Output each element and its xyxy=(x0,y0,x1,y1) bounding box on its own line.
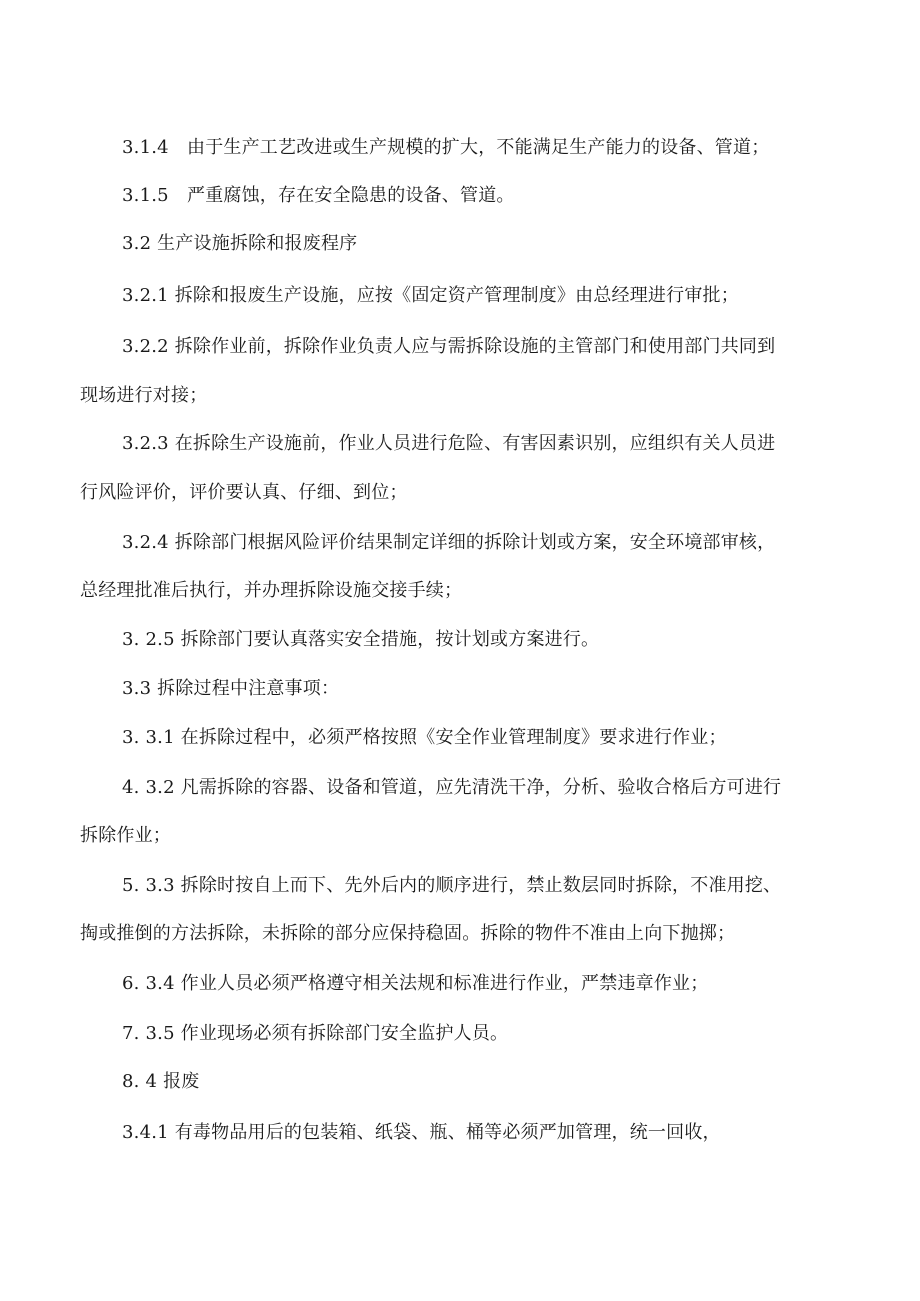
clause-3-1-4: 3.1.4 由于生产工艺改进或生产规模的扩大，不能满足生产能力的设备、管道； xyxy=(122,137,770,158)
clause-3-2-2-continuation: 现场进行对接； xyxy=(80,385,208,406)
section-heading-3-3: 3.3 拆除过程中注意事项： xyxy=(122,678,340,699)
clause-3-3-4: 6. 3.4 作业人员必须严格遵守相关法规和标准进行作业，严禁违章作业； xyxy=(122,973,709,994)
section-heading-3-2: 3.2 生产设施拆除和报废程序 xyxy=(122,233,358,254)
clause-3-2-4-continuation: 总经理批准后执行，并办理拆除设施交接手续； xyxy=(80,580,463,601)
clause-3-3-2-continuation: 拆除作业； xyxy=(80,825,171,846)
clause-3-1-5: 3.1.5 严重腐蚀，存在安全隐患的设备、管道。 xyxy=(122,185,515,206)
clause-3-2-1: 3.2.1 拆除和报废生产设施，应按《固定资产管理制度》由总经理进行审批； xyxy=(122,285,739,306)
clause-3-4-1: 3.4.1 有毒物品用后的包装箱、纸袋、瓶、桶等必须严加管理，统一回收， xyxy=(122,1122,721,1143)
clause-3-2-5: 3. 2.5 拆除部门要认真落实安全措施，按计划或方案进行。 xyxy=(122,629,600,650)
clause-3-2-4: 3.2.4 拆除部门根据风险评价结果制定详细的拆除计划或方案，安全环境部审核， xyxy=(122,532,776,553)
clause-3-3-5: 7. 3.5 作业现场必须有拆除部门安全监护人员。 xyxy=(122,1023,509,1044)
section-heading-3-4: 8. 4 报废 xyxy=(122,1071,200,1092)
clause-3-2-3-continuation: 行风险评价，评价要认真、仔细、到位； xyxy=(80,482,408,503)
clause-3-3-3: 5. 3.3 拆除时按自上而下、先外后内的顺序进行，禁止数层同时拆除，不准用挖、 xyxy=(122,875,782,896)
clause-3-2-2: 3.2.2 拆除作业前，拆除作业负责人应与需拆除设施的主管部门和使用部门共同到 xyxy=(122,336,776,357)
clause-3-2-3: 3.2.3 在拆除生产设施前，作业人员进行危险、有害因素识别，应组织有关人员进 xyxy=(122,433,776,454)
clause-3-3-3-continuation: 掏或推倒的方法拆除，未拆除的部分应保持稳固。拆除的物件不准由上向下抛掷； xyxy=(80,923,736,944)
clause-3-3-2: 4. 3.2 凡需拆除的容器、设备和管道，应先清洗干净，分析、验收合格后方可进行 xyxy=(122,777,782,798)
clause-3-3-1: 3. 3.1 在拆除过程中，必须严格按照《安全作业管理制度》要求进行作业； xyxy=(122,727,727,748)
